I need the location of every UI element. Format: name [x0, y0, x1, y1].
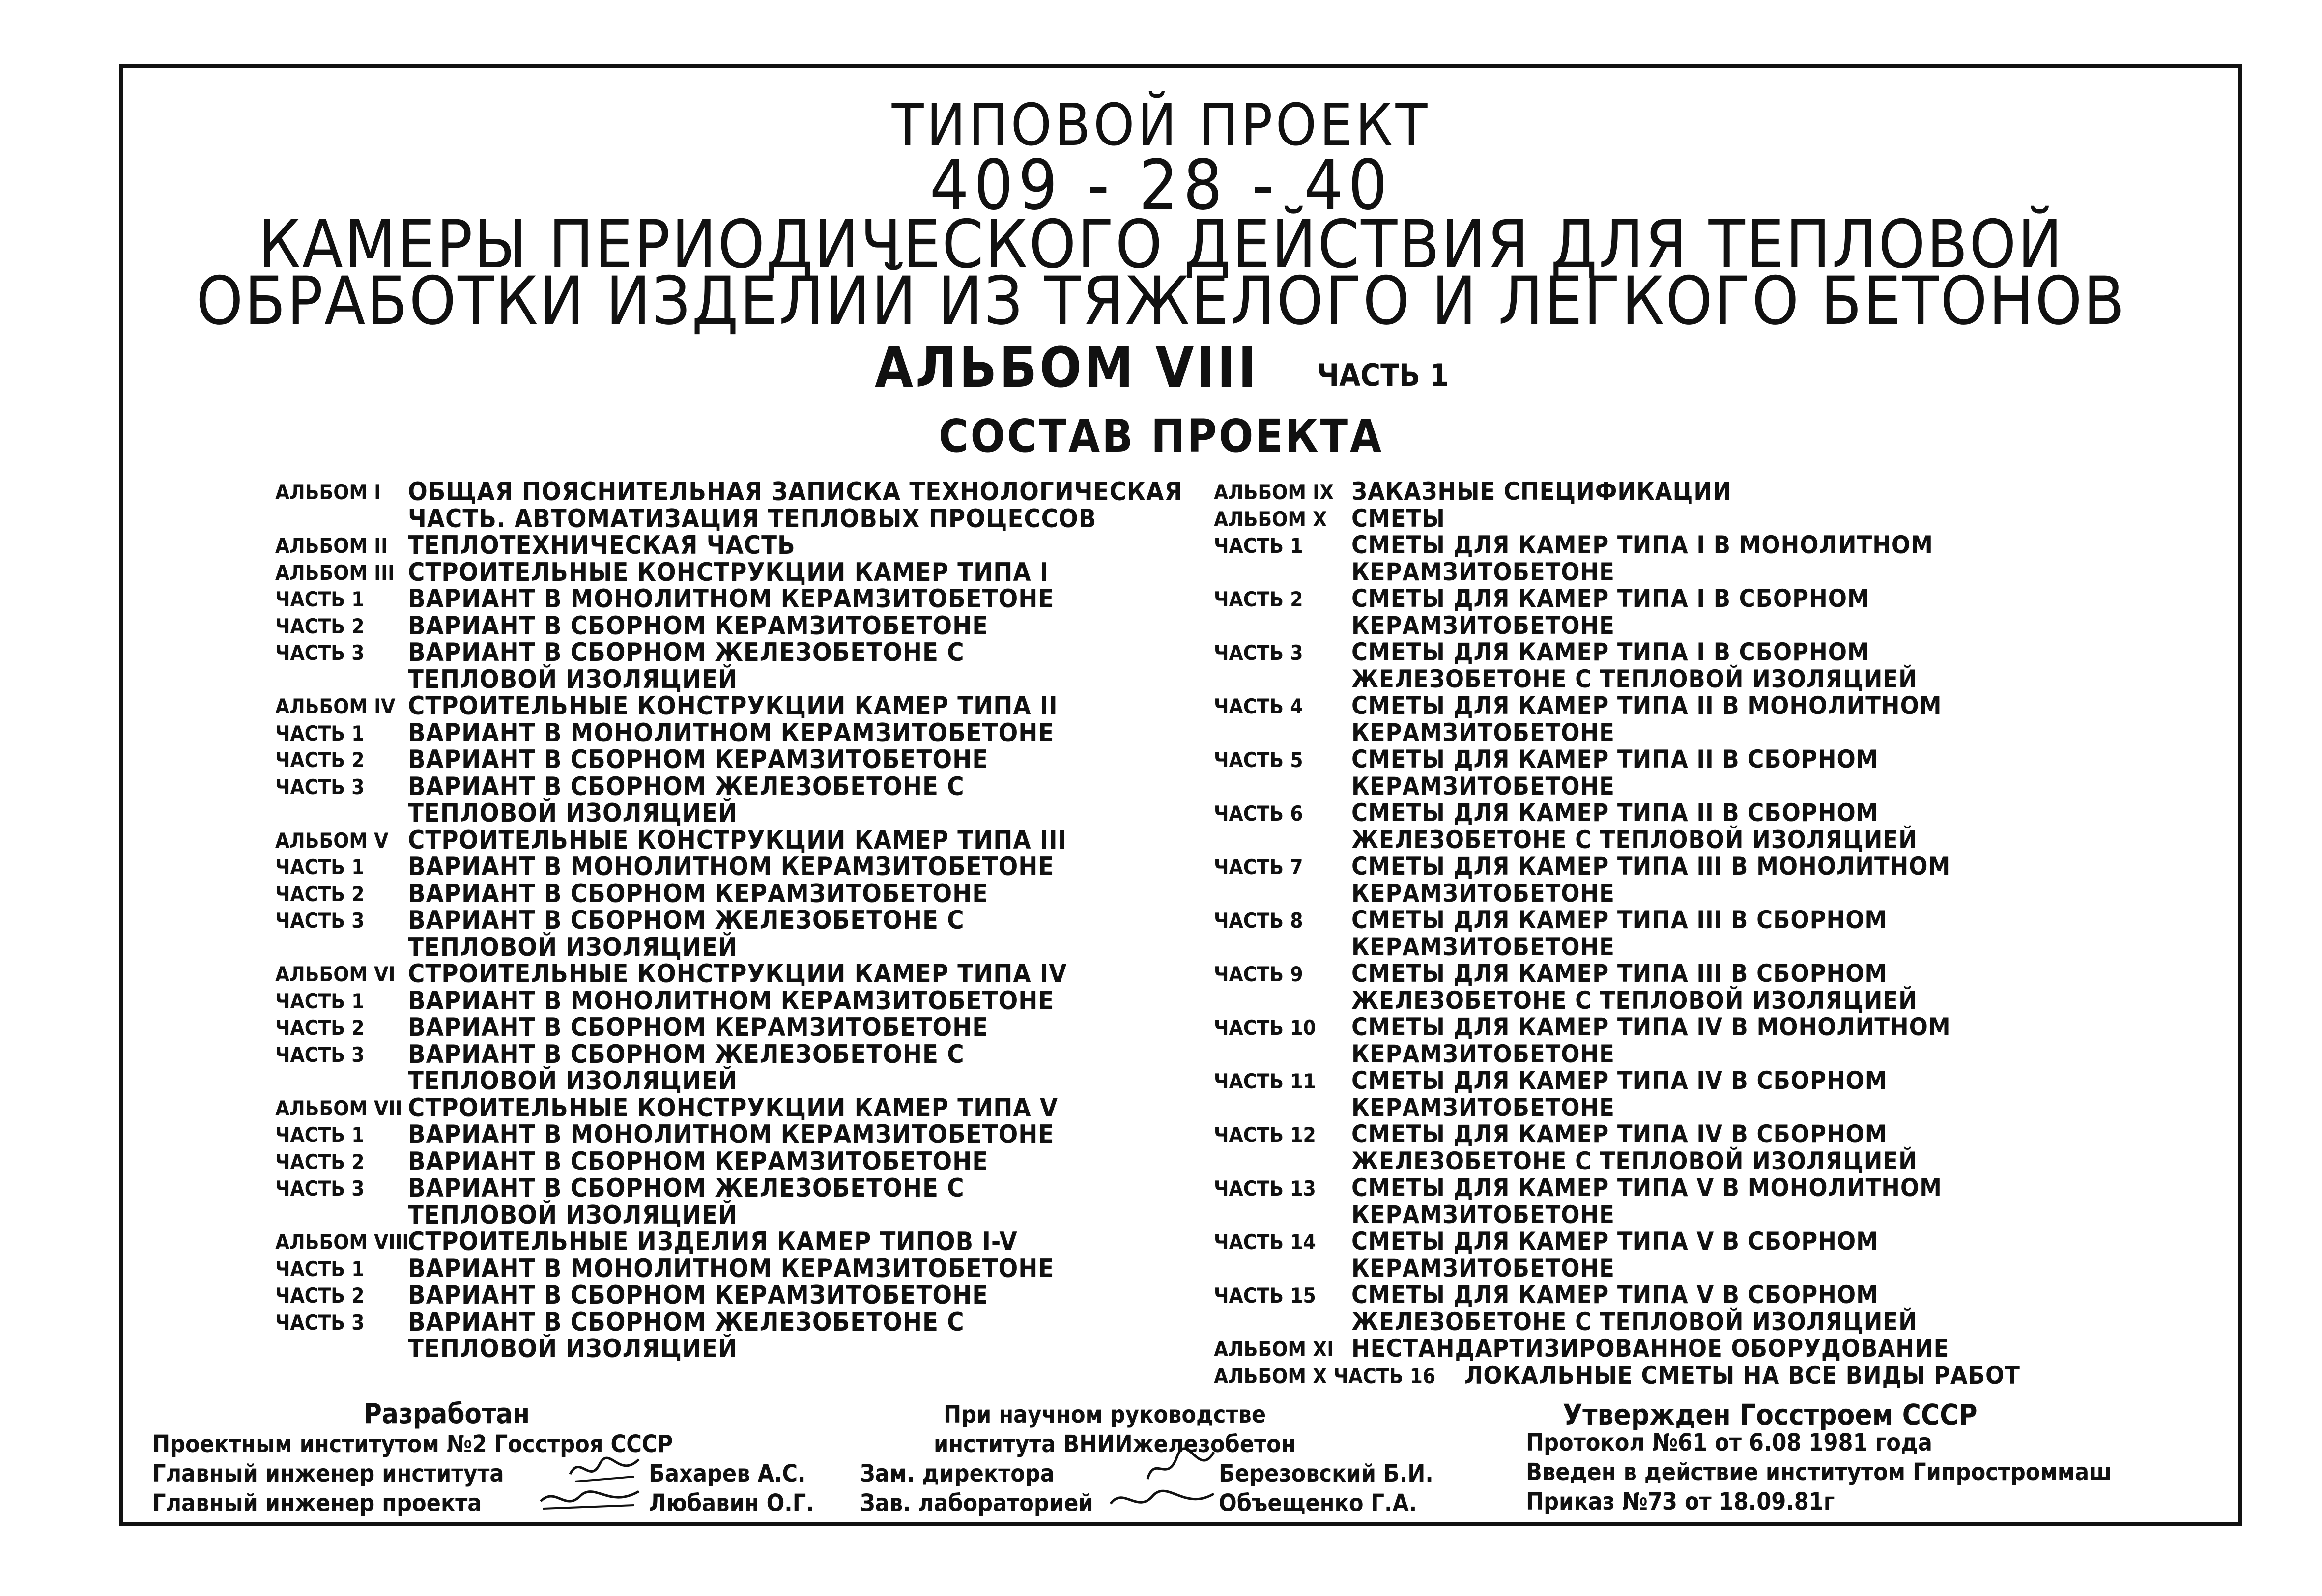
project-title-line-1: КАМЕРЫ ПЕРИОДИЧЕСКОГО ДЕЙСТВИЯ ДЛЯ ТЕПЛОВОЙ — [258, 206, 2064, 283]
right-entry-text: НЕСТАНДАРТИЗИРОВАННОЕ ОБОРУДОВАНИЕ — [1351, 1334, 1949, 1363]
right-entry-label: ЧАСТЬ 2 — [1214, 587, 1303, 611]
lab-head-label: Зав. лабораторией — [860, 1489, 1093, 1517]
right-entry-text: ЛОКАЛЬНЫЕ СМЕТЫ НА ВСЕ ВИДЫ РАБОТ — [1464, 1361, 2020, 1390]
lab-head-name: Объещенко Г.А. — [1219, 1489, 1417, 1517]
left-entry-text: ВАРИАНТ В СБОРНОМ КЕРАМЗИТОБЕТОНЕ — [408, 1146, 989, 1176]
right-entry-label: АЛЬБОМ XI — [1214, 1337, 1334, 1361]
right-entry-label: ЧАСТЬ 9 — [1214, 962, 1303, 986]
left-entry-text: ВАРИАНТ В СБОРНОМ ЖЕЛЕЗОБЕТОНЕ С — [408, 906, 965, 935]
left-entry-text: ВАРИАНТ В СБОРНОМ КЕРАМЗИТОБЕТОНЕ — [408, 1013, 989, 1042]
left-entry-label: АЛЬБОМ VII — [275, 1096, 402, 1120]
left-entry-text: ВАРИАНТ В СБОРНОМ КЕРАМЗИТОБЕТОНЕ — [408, 611, 989, 641]
right-entry-label: ЧАСТЬ 1 — [1214, 534, 1303, 558]
left-entry-label: ЧАСТЬ 1 — [275, 855, 365, 879]
right-entry-text: СМЕТЫ ДЛЯ КАМЕР ТИПА IV В МОНОЛИТНОМ — [1351, 1013, 1951, 1041]
left-entry-label: ЧАСТЬ 1 — [275, 989, 365, 1013]
left-entry-label: ЧАСТЬ 2 — [275, 748, 365, 772]
right-entry-text: ЖЕЛЕЗОБЕТОНЕ С ТЕПЛОВОЙ ИЗОЛЯЦИЕЙ — [1351, 1307, 1918, 1336]
left-entry-text: ВАРИАНТ В СБОРНОМ КЕРАМЗИТОБЕТОНЕ — [408, 1281, 989, 1310]
deputy-director-name: Березовский Б.И. — [1219, 1460, 1433, 1487]
right-entry-label: ЧАСТЬ 15 — [1214, 1283, 1316, 1308]
approval-title: Утвержден Госстроем СССР — [1563, 1398, 1978, 1431]
left-entry-label: ЧАСТЬ 3 — [275, 774, 365, 799]
left-entry-label: ЧАСТЬ 2 — [275, 1149, 365, 1174]
right-entry-text: КЕРАМЗИТОБЕТОНЕ — [1351, 718, 1615, 747]
left-entry-label: АЛЬБОМ IV — [275, 694, 396, 718]
right-entry-text: СМЕТЫ ДЛЯ КАМЕР ТИПА V В МОНОЛИТНОМ — [1351, 1173, 1942, 1202]
scientific-supervision-title: При научном руководстве — [944, 1401, 1266, 1428]
right-entry-text: КЕРАМЗИТОБЕТОНЕ — [1351, 771, 1615, 800]
left-entry-label: АЛЬБОМ V — [275, 828, 389, 853]
left-entry-text: СТРОИТЕЛЬНЫЕ КОНСТРУКЦИИ КАМЕР ТИПА I — [408, 557, 1049, 587]
left-entry-text: ВАРИАНТ В МОНОЛИТНОМ КЕРАМЗИТОБЕТОНЕ — [408, 584, 1055, 614]
left-entry-text: ВАРИАНТ В МОНОЛИТНОМ КЕРАМЗИТОБЕТОНЕ — [408, 1120, 1055, 1149]
left-entry-text: ВАРИАНТ В СБОРНОМ ЖЕЛЕЗОБЕТОНЕ С — [408, 1307, 965, 1337]
left-entry-text: ВАРИАНТ В СБОРНОМ ЖЕЛЕЗОБЕТОНЕ С — [408, 638, 965, 667]
right-entry-text: ЖЕЛЕЗОБЕТОНЕ С ТЕПЛОВОЙ ИЗОЛЯЦИЕЙ — [1351, 825, 1918, 854]
album-part: ЧАСТЬ 1 — [1317, 357, 1449, 393]
left-entry-label: ЧАСТЬ 1 — [275, 587, 365, 611]
developer-title: Разработан — [364, 1398, 530, 1430]
left-entry-text: ВАРИАНТ В МОНОЛИТНОМ КЕРАМЗИТОБЕТОНЕ — [408, 718, 1055, 748]
left-entry-text: ВАРИАНТ В СБОРНОМ ЖЕЛЕЗОБЕТОНЕ С — [408, 1173, 965, 1203]
left-entry-text: ВАРИАНТ В МОНОЛИТНОМ КЕРАМЗИТОБЕТОНЕ — [408, 1254, 1055, 1283]
left-entry-text: ВАРИАНТ В СБОРНОМ КЕРАМЗИТОБЕТОНЕ — [408, 745, 989, 774]
left-entry-label: ЧАСТЬ 1 — [275, 1256, 365, 1281]
left-entry-label: ЧАСТЬ 2 — [275, 614, 365, 638]
left-entry-label: ЧАСТЬ 3 — [275, 1176, 365, 1200]
right-entry-text: СМЕТЫ ДЛЯ КАМЕР ТИПА I В СБОРНОМ — [1351, 584, 1870, 613]
right-entry-text: СМЕТЫ ДЛЯ КАМЕР ТИПА III В СБОРНОМ — [1351, 959, 1888, 988]
chief-project-engineer-name: Любавин О.Г. — [649, 1489, 814, 1517]
right-entry-text: КЕРАМЗИТОБЕТОНЕ — [1351, 879, 1615, 908]
right-entry-text: СМЕТЫ ДЛЯ КАМЕР ТИПА II В СБОРНОМ — [1351, 745, 1879, 773]
left-entry-text: ТЕПЛОВОЙ ИЗОЛЯЦИЕЙ — [408, 1334, 738, 1364]
chief-engineer-institute-name: Бахарев А.С. — [649, 1460, 806, 1487]
left-entry-text: СТРОИТЕЛЬНЫЕ КОНСТРУКЦИИ КАМЕР ТИПА V — [408, 1093, 1059, 1123]
left-entry-text: ТЕПЛОВОЙ ИЗОЛЯЦИЕЙ — [408, 932, 738, 962]
introduction-note: Введен в действие институтом Гипростроммаш — [1526, 1458, 2112, 1486]
left-entry-label: АЛЬБОМ VIII — [275, 1230, 409, 1254]
left-entry-label: ЧАСТЬ 2 — [275, 1283, 365, 1308]
right-entry-label: ЧАСТЬ 10 — [1214, 1016, 1316, 1040]
right-entry-label: ЧАСТЬ 4 — [1214, 694, 1303, 718]
left-entry-label: АЛЬБОМ I — [275, 480, 381, 504]
right-entry-label: ЧАСТЬ 3 — [1214, 641, 1303, 665]
right-entry-label: ЧАСТЬ 11 — [1214, 1069, 1316, 1093]
left-entry-text: ВАРИАНТ В МОНОЛИТНОМ КЕРАМЗИТОБЕТОНЕ — [408, 852, 1055, 882]
left-entry-text: ТЕПЛОВОЙ ИЗОЛЯЦИЕЙ — [408, 798, 738, 828]
right-entry-text: ЖЕЛЕЗОБЕТОНЕ С ТЕПЛОВОЙ ИЗОЛЯЦИЕЙ — [1351, 1146, 1918, 1175]
left-entry-text: ТЕПЛОВОЙ ИЗОЛЯЦИЕЙ — [408, 664, 738, 694]
right-entry-text: СМЕТЫ ДЛЯ КАМЕР ТИПА V В СБОРНОМ — [1351, 1227, 1879, 1255]
left-entry-label: ЧАСТЬ 3 — [275, 1310, 365, 1335]
order-note: Приказ №73 от 18.09.81г — [1526, 1488, 1835, 1515]
right-entry-label: ЧАСТЬ 12 — [1214, 1123, 1316, 1147]
right-entry-text: КЕРАМЗИТОБЕТОНЕ — [1351, 1039, 1615, 1068]
developer-institute: Проектным институтом №2 Госстроя СССР — [152, 1430, 673, 1458]
left-entry-label: ЧАСТЬ 1 — [275, 721, 365, 745]
right-entry-text: КЕРАМЗИТОБЕТОНЕ — [1351, 611, 1615, 640]
project-title-line-2: ОБРАБОТКИ ИЗДЕЛИЙ ИЗ ТЯЖЕЛОГО И ЛЕГКОГО БЕТОНОВ — [196, 262, 2126, 340]
right-entry-text: КЕРАМЗИТОБЕТОНЕ — [1351, 1200, 1615, 1229]
deputy-director-label: Зам. директора — [860, 1460, 1055, 1487]
right-entry-text: СМЕТЫ ДЛЯ КАМЕР ТИПА III В СБОРНОМ — [1351, 906, 1888, 934]
right-entry-text: ЖЕЛЕЗОБЕТОНЕ С ТЕПЛОВОЙ ИЗОЛЯЦИЕЙ — [1351, 664, 1918, 693]
right-entry-label: ЧАСТЬ 6 — [1214, 801, 1303, 826]
chief-project-engineer-label: Главный инженер проекта — [152, 1489, 482, 1517]
left-entry-label: АЛЬБОМ VI — [275, 962, 396, 986]
right-entry-text: СМЕТЫ ДЛЯ КАМЕР ТИПА I В СБОРНОМ — [1351, 638, 1870, 666]
right-entry-text: КЕРАМЗИТОБЕТОНЕ — [1351, 1254, 1615, 1282]
right-entry-text: СМЕТЫ ДЛЯ КАМЕР ТИПА III В МОНОЛИТНОМ — [1351, 852, 1951, 881]
right-entry-label: ЧАСТЬ 5 — [1214, 748, 1303, 772]
right-entry-text: СМЕТЫ ДЛЯ КАМЕР ТИПА II В СБОРНОМ — [1351, 798, 1879, 827]
album-number: АЛЬБОМ VIII — [875, 336, 1259, 400]
left-entry-text: ВАРИАНТ В СБОРНОМ ЖЕЛЕЗОБЕТОНЕ С — [408, 771, 965, 801]
right-entry-label: ЧАСТЬ 7 — [1214, 855, 1303, 879]
right-entry-text: СМЕТЫ ДЛЯ КАМЕР ТИПА IV В СБОРНОМ — [1351, 1120, 1888, 1148]
composition-heading: СОСТАВ ПРОЕКТА — [938, 410, 1384, 462]
left-entry-text: ОБЩАЯ ПОЯСНИТЕЛЬНАЯ ЗАПИСКА ТЕХНОЛОГИЧЕСКАЯ — [408, 477, 1183, 507]
right-entry-label: АЛЬБОМ IX — [1214, 480, 1334, 504]
signature-lyubavin — [536, 1482, 644, 1516]
right-entry-text: КЕРАМЗИТОБЕТОНЕ — [1351, 557, 1615, 586]
project-type-heading: ТИПОВОЙ ПРОЕКТ — [891, 91, 1431, 159]
left-entry-text: ВАРИАНТ В СБОРНОМ ЖЕЛЕЗОБЕТОНЕ С — [408, 1039, 965, 1069]
left-entry-text: СТРОИТЕЛЬНЫЕ КОНСТРУКЦИИ КАМЕР ТИПА IV — [408, 959, 1067, 989]
right-entry-text: СМЕТЫ ДЛЯ КАМЕР ТИПА II В МОНОЛИТНОМ — [1351, 691, 1942, 720]
right-entry-label: АЛЬБОМ X ЧАСТЬ 16 — [1214, 1364, 1436, 1388]
project-code: 409 - 28 - 40 — [929, 145, 1393, 226]
right-entry-text: СМЕТЫ ДЛЯ КАМЕР ТИПА IV В СБОРНОМ — [1351, 1066, 1888, 1095]
right-entry-text: СМЕТЫ — [1351, 504, 1445, 533]
right-entry-text: ЖЕЛЕЗОБЕТОНЕ С ТЕПЛОВОЙ ИЗОЛЯЦИЕЙ — [1351, 986, 1918, 1015]
chief-engineer-institute-label: Главный инженер института — [152, 1460, 504, 1487]
right-entry-text: СМЕТЫ ДЛЯ КАМЕР ТИПА V В СБОРНОМ — [1351, 1281, 1879, 1309]
right-entry-text: ЗАКАЗНЫЕ СПЕЦИФИКАЦИИ — [1351, 477, 1732, 506]
right-entry-label: ЧАСТЬ 8 — [1214, 909, 1303, 933]
right-entry-text: СМЕТЫ ДЛЯ КАМЕР ТИПА I В МОНОЛИТНОМ — [1351, 531, 1933, 559]
left-entry-label: ЧАСТЬ 3 — [275, 909, 365, 933]
right-entry-label: ЧАСТЬ 13 — [1214, 1176, 1316, 1200]
left-entry-text: СТРОИТЕЛЬНЫЕ КОНСТРУКЦИИ КАМЕР ТИПА III — [408, 825, 1067, 855]
approval-protocol: Протокол №61 от 6.08 1981 года — [1526, 1429, 1932, 1456]
right-entry-text: КЕРАМЗИТОБЕТОНЕ — [1351, 932, 1615, 961]
left-entry-text: ТЕПЛОВОЙ ИЗОЛЯЦИЕЙ — [408, 1200, 738, 1230]
right-entry-label: ЧАСТЬ 14 — [1214, 1230, 1316, 1254]
left-entry-text: ТЕПЛОТЕХНИЧЕСКАЯ ЧАСТЬ — [408, 531, 796, 560]
left-entry-text: СТРОИТЕЛЬНЫЕ КОНСТРУКЦИИ КАМЕР ТИПА II — [408, 691, 1058, 721]
left-entry-text: ВАРИАНТ В СБОРНОМ КЕРАМЗИТОБЕТОНЕ — [408, 879, 989, 909]
right-entry-text: КЕРАМЗИТОБЕТОНЕ — [1351, 1093, 1615, 1122]
left-entry-label: ЧАСТЬ 2 — [275, 1016, 365, 1040]
left-entry-label: ЧАСТЬ 1 — [275, 1123, 365, 1147]
left-entry-label: ЧАСТЬ 3 — [275, 641, 365, 665]
scientific-institute: института ВНИИжелезобетон — [934, 1430, 1296, 1458]
left-entry-text: ВАРИАНТ В МОНОЛИТНОМ КЕРАМЗИТОБЕТОНЕ — [408, 986, 1055, 1016]
left-entry-text: СТРОИТЕЛЬНЫЕ ИЗДЕЛИЯ КАМЕР ТИПОВ I-V — [408, 1227, 1018, 1256]
left-entry-label: ЧАСТЬ 2 — [275, 882, 365, 906]
left-entry-label: АЛЬБОМ II — [275, 534, 388, 558]
left-entry-text: ТЕПЛОВОЙ ИЗОЛЯЦИЕЙ — [408, 1066, 738, 1096]
signature-obeshchenko — [1106, 1482, 1219, 1516]
left-entry-label: АЛЬБОМ III — [275, 560, 395, 585]
right-entry-label: АЛЬБОМ X — [1214, 507, 1327, 531]
left-entry-text: ЧАСТЬ. АВТОМАТИЗАЦИЯ ТЕПЛОВЫХ ПРОЦЕССОВ — [408, 504, 1097, 534]
left-entry-label: ЧАСТЬ 3 — [275, 1042, 365, 1067]
